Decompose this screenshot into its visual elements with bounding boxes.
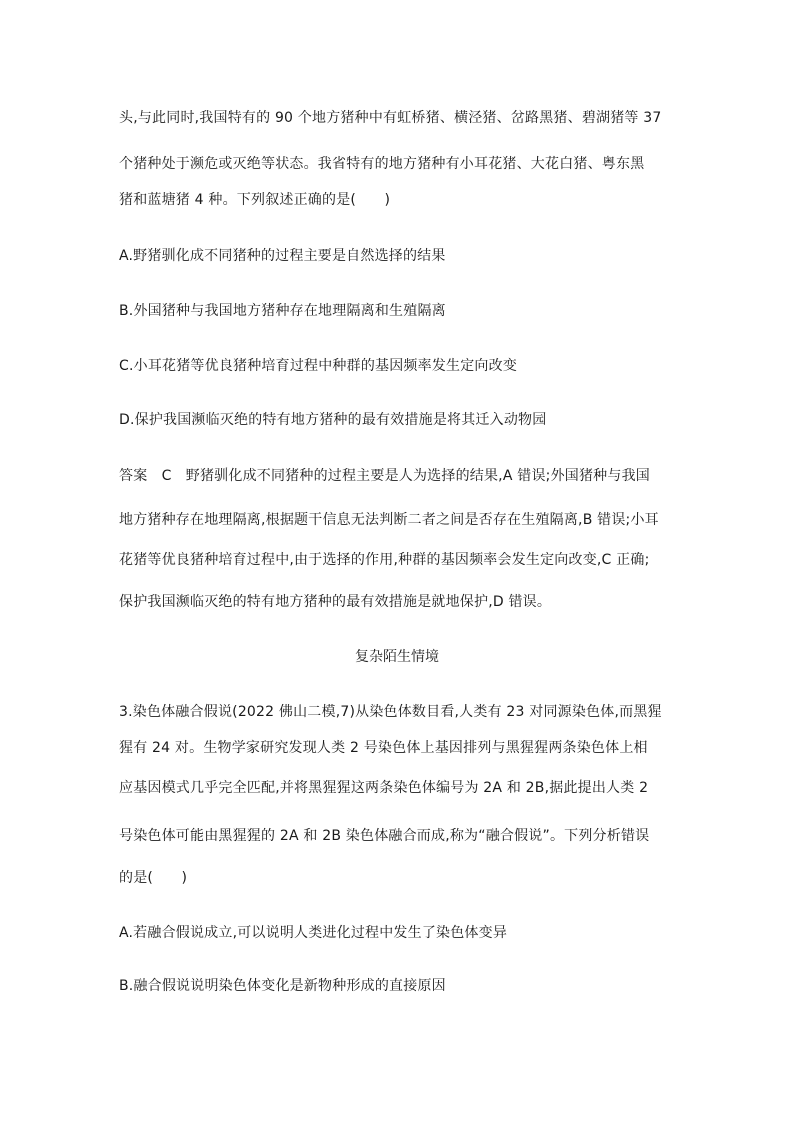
question-2-answer-line-4: 保护我国濒临灭绝的特有地方猪种的最有效措施是就地保护,D 错误。 [119, 594, 552, 610]
question-3-stem-line-3: 应基因模式几乎完全匹配,并将黑猩猩这两条染色体编号为 2A 和 2B,据此提出人类 2 [119, 780, 649, 796]
question-3-option-b: B.融合假说说明染色体变化是新物种形成的直接原因 [119, 978, 446, 994]
question-2-option-a: A.野猪驯化成不同猪种的过程主要是自然选择的结果 [119, 248, 446, 264]
question-2-stem-line-3: 猪和蓝塘猪 4 种。下列叙述正确的是( ) [119, 192, 391, 208]
question-2-option-c: C.小耳花猪等优良猪种培育过程中种群的基因频率发生定向改变 [119, 358, 518, 374]
question-3-stem-line-5: 的是( ) [119, 870, 188, 886]
section-title: 复杂陌生情境 [355, 649, 439, 665]
question-3-stem-line-4: 号染色体可能由黑猩猩的 2A 和 2B 染色体融合而成,称为“融合假说”。下列分析错误 [119, 828, 650, 844]
question-3-stem-line-2: 猩有 24 对。生物学家研究发现人类 2 号染色体上基因排列与黑猩猩两条染色体上相 [119, 740, 648, 756]
question-2-stem-line-1: 头,与此同时,我国特有的 90 个地方猪种中有虹桥猪、横泾猪、岔路黑猪、碧湖猪等 37 [119, 110, 662, 126]
question-2-answer-line-3: 花猪等优良猪种培育过程中,由于选择的作用,种群的基因频率会发生定向改变,C 正确; [119, 552, 650, 568]
question-2-answer-line-1: 答案 C 野猪驯化成不同猪种的过程主要是人为选择的结果,A 错误;外国猪种与我国 [119, 468, 650, 484]
question-2-answer-line-2: 地方猪种存在地理隔离,根据题干信息无法判断二者之间是否存在生殖隔离,B 错误;小耳 [119, 512, 659, 528]
question-2-stem-line-2: 个猪种处于濒危或灭绝等状态。我省特有的地方猪种有小耳花猪、大花白猪、粤东黑 [119, 156, 645, 172]
question-3-stem-line-1: 3.染色体融合假说(2022 佛山二模,7)从染色体数目看,人类有 23 对同源染色体,而黑猩 [119, 704, 662, 720]
question-3-option-a: A.若融合假说成立,可以说明人类进化过程中发生了染色体变异 [119, 925, 508, 941]
question-2-option-b: B.外国猪种与我国地方猪种存在地理隔离和生殖隔离 [119, 303, 446, 319]
question-2-option-d: D.保护我国濒临灭绝的特有地方猪种的最有效措施是将其迁入动物园 [119, 412, 547, 428]
